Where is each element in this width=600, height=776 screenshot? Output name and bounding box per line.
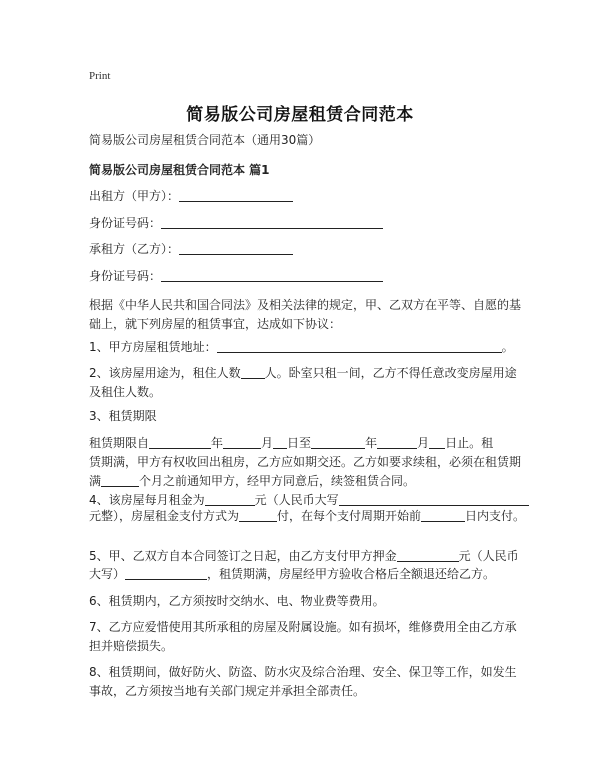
clause-4-text-d: 付，在每个支付周期开始前 xyxy=(277,509,422,523)
clause-2-text-a: 2、该房屋用途为，租住人数 xyxy=(89,366,241,380)
lessee-line xyxy=(89,242,293,256)
term-line-3-a: 满 xyxy=(89,474,102,488)
id-line-2 xyxy=(89,269,383,283)
start-year-blank xyxy=(149,436,211,449)
subtitle: 简易版公司房屋租赁合同范本（通用30篇） xyxy=(89,133,321,147)
intro-line-1: 根据《中华人民共和国合同法》及相关法律的规定，甲、乙双方在平等、自愿的基 xyxy=(89,298,522,312)
id-line-1 xyxy=(89,216,383,230)
lessee-label: 承租方（乙方）： xyxy=(89,242,180,256)
lessor-label: 出租方（甲方）： xyxy=(89,189,180,203)
address-blank xyxy=(217,340,502,353)
term-line-3-b: 个月之前通知甲方，经甲方同意后，续签租赁合同。 xyxy=(139,474,416,488)
lessor-blank xyxy=(179,189,293,202)
clause-5-line-1 xyxy=(89,549,519,563)
clause-4-text-c: 元整），房屋租金支付方式为 xyxy=(89,509,240,523)
month-label-2: 月 xyxy=(417,436,430,450)
payment-method-blank xyxy=(239,509,277,522)
clause-8-line-2: 事故，乙方须按当地有关部门规定并承担全部责任。 xyxy=(89,684,366,698)
start-day-blank xyxy=(273,436,287,449)
id-label-2: 身份证号码： xyxy=(89,269,162,283)
term-end-text: 日止。租 xyxy=(445,436,494,450)
clause-5-text-b: 元（人民币 xyxy=(458,549,519,563)
notice-months-blank xyxy=(101,474,139,487)
clause-8-line-1: 8、租赁期间，做好防火、防盗、防水灾及综合治理、安全、保卫等工作，如发生 xyxy=(89,665,517,679)
document-title: 简易版公司房屋租赁合同范本 xyxy=(186,105,414,125)
rent-blank xyxy=(205,493,255,506)
clause-2-line-2: 及租住人数。 xyxy=(89,385,162,399)
clause-5-line-2 xyxy=(89,567,495,581)
intro-line-2: 础上，就下列房屋的租赁事宜，达成如下协议： xyxy=(89,317,342,331)
lessee-blank xyxy=(179,242,293,255)
term-line-1 xyxy=(89,436,493,450)
rent-words-blank xyxy=(339,493,529,506)
clause-5-text-c: 大写） xyxy=(89,567,126,581)
section-heading: 简易版公司房屋租赁合同范本 篇1 xyxy=(89,163,270,177)
clause-4-text-b: 元（人民币大写 xyxy=(254,493,339,507)
year-label-2: 年 xyxy=(365,436,378,450)
year-label-1: 年 xyxy=(211,436,224,450)
clause-1-text: 1、甲方房屋租赁地址： xyxy=(89,340,217,354)
id-blank-1 xyxy=(161,216,383,229)
month-label-1: 月 xyxy=(261,436,274,450)
clause-7-line-1: 7、乙方应爱惜使用其所承租的房屋及附属设施。如有损坏，维修费用全由乙方承 xyxy=(89,620,517,634)
clause-4-text-e: 日内支付。 xyxy=(465,509,526,523)
term-line-2: 赁期满，甲方有权收回出租房，乙方应如期交还。乙方如要求续租，必须在租赁期 xyxy=(89,455,522,469)
clause-5-text-a: 5、甲、乙双方自本合同签订之日起，由乙方支付甲方押金 xyxy=(89,549,397,563)
term-from: 租赁期限自 xyxy=(89,436,150,450)
clause-3-heading: 3、租赁期限 xyxy=(89,409,157,423)
clause-7-line-2: 担并赔偿损失。 xyxy=(89,639,174,653)
id-label-1: 身份证号码： xyxy=(89,216,162,230)
end-month-blank xyxy=(377,436,417,449)
clause-2-text-b: 人。卧室只租一间，乙方不得任意改变房屋用途 xyxy=(264,366,517,380)
term-line-3 xyxy=(89,474,415,488)
clause-4-line-2 xyxy=(89,509,525,523)
payment-days-blank xyxy=(421,509,465,522)
start-month-blank xyxy=(223,436,261,449)
end-year-blank xyxy=(311,436,365,449)
end-day-blank xyxy=(429,436,445,449)
clause-4-text-a: 4、该房屋每月租金为 xyxy=(89,493,205,507)
clause-1 xyxy=(89,340,514,354)
print-label: Print xyxy=(89,70,111,82)
day-to-label: 日至 xyxy=(287,436,312,450)
lessor-line xyxy=(89,189,293,203)
deposit-words-blank xyxy=(125,567,207,580)
clause-6: 6、租赁期内，乙方须按时交纳水、电、物业费等费用。 xyxy=(89,594,385,608)
clause-5-text-d: ，租赁期满，房屋经甲方验收合格后全额退还给乙方。 xyxy=(207,567,496,581)
clause-2-line-1 xyxy=(89,366,517,380)
clause-4-line-1 xyxy=(89,493,529,507)
deposit-blank xyxy=(397,549,459,562)
id-blank-2 xyxy=(161,269,383,282)
clause-1-end: 。 xyxy=(501,340,514,354)
occupants-blank xyxy=(241,366,265,379)
